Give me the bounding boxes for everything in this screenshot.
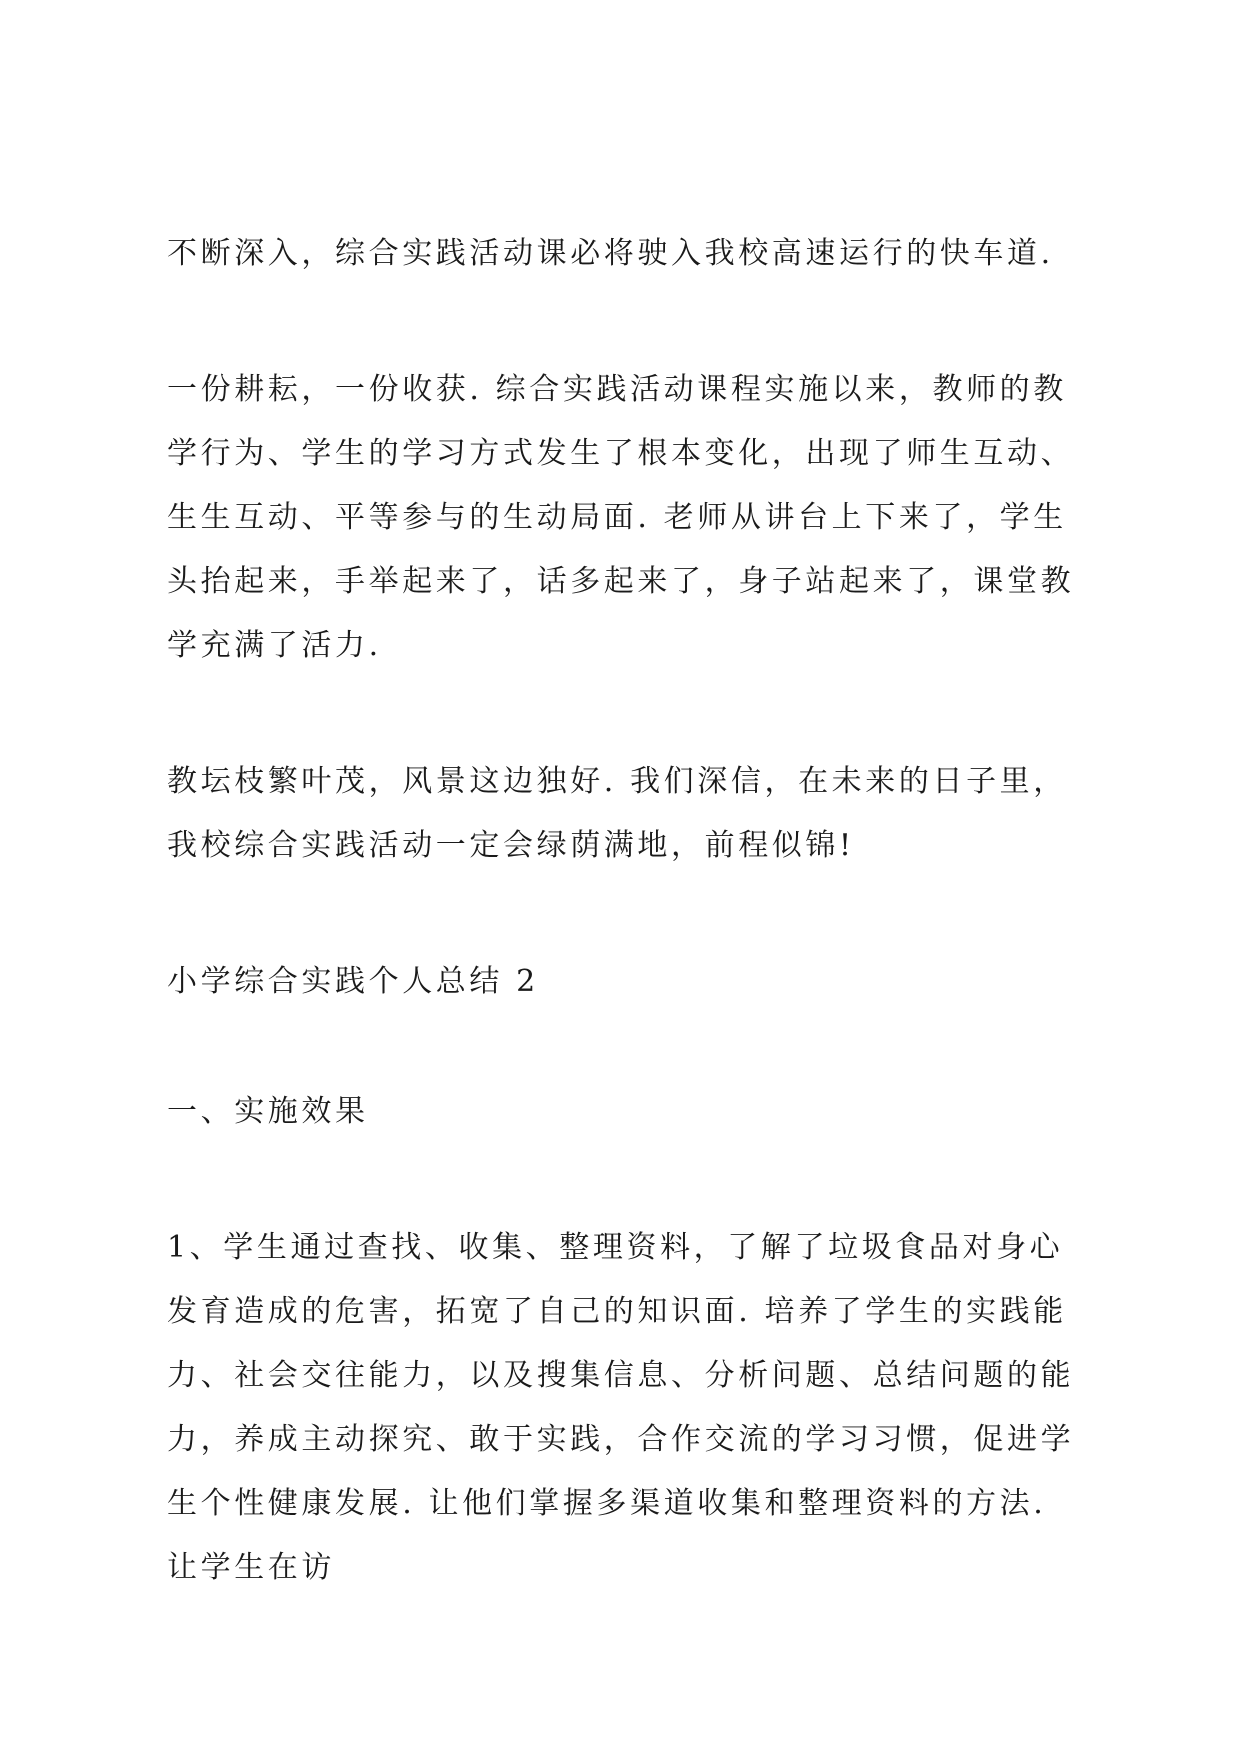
paragraph-intro-ending: 不断深入，综合实践活动课必将驶入我校高速运行的快车道. (167, 236, 1054, 271)
paragraph-outlook: 教坛枝繁叶茂，风景这边独好. 我们深信，在未来的日子里，我校综合实践活动一定会绿荫满地，前程似锦! (167, 764, 1067, 863)
paragraph-harvest: 一份耕耘，一份收获. 综合实践活动课程实施以来，教师的教学行为、学生的学习方式发生了根本变化，出现了师生互动、生生互动、平等参与的生动局面. 老师从讲台上下来了，学生头抬起来，手举起来了，话多起来了，身子站起来了，课堂教学充满了活力. (167, 372, 1075, 663)
paragraph-spacer (167, 1144, 1087, 1216)
paragraph-spacer (167, 1014, 1087, 1080)
paragraph-item-1: 1、学生通过查找、收集、整理资料，了解了垃圾食品对身心发育造成的危害，拓宽了自己的知识面. 培养了学生的实践能力、社会交往能力，以及搜集信息、分析问题、总结问题的能力，养成主动探究、敢于实践，合作交流的学习习惯，促进学生个性健康发展. 让他们掌握多渠道收集和整理资料的方法. 让学生在访 (167, 1230, 1075, 1585)
document-body (167, 222, 1087, 1600)
paragraph-spacer (167, 678, 1087, 750)
paragraph-spacer (167, 286, 1087, 358)
paragraph-spacer (167, 878, 1087, 950)
section-title: 小学综合实践个人总结 2 (167, 964, 539, 999)
section-heading-implementation-results: 一、实施效果 (167, 1094, 369, 1129)
